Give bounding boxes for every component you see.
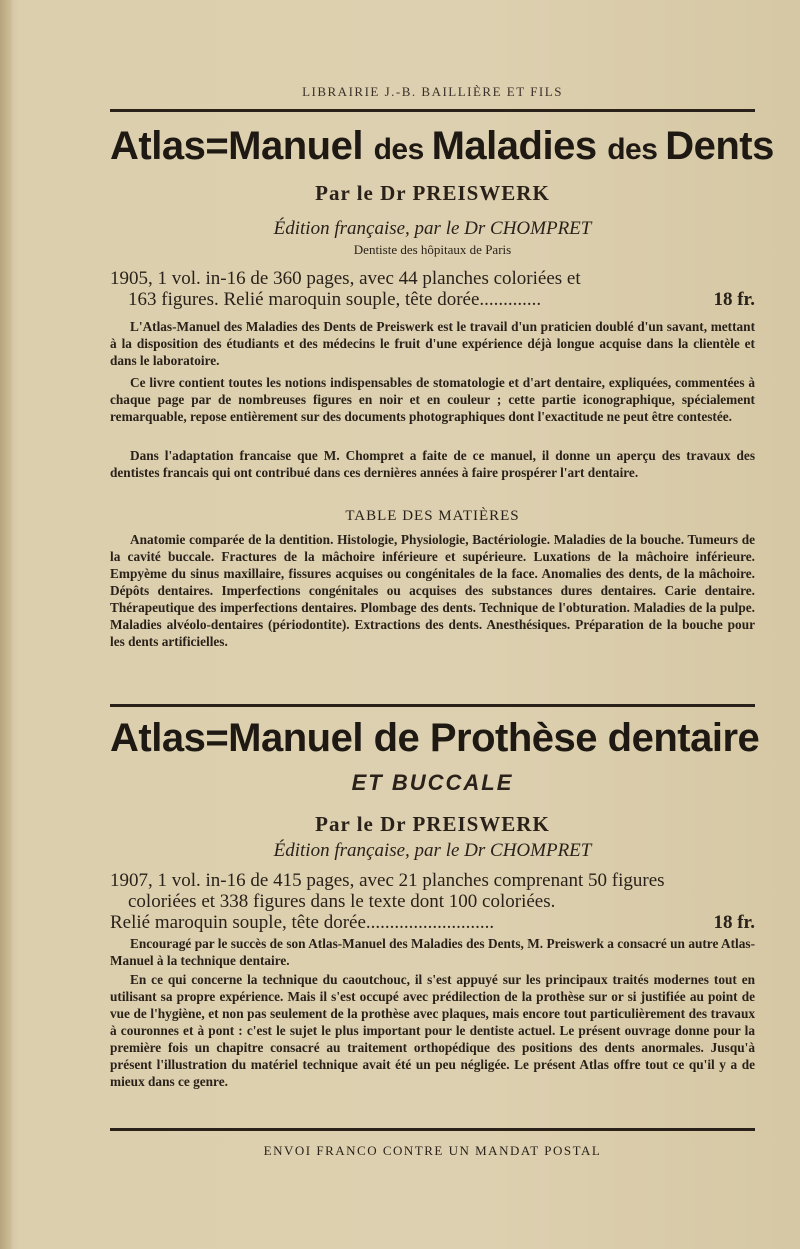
book1-toc-heading: TABLE DES MATIÈRES [345,508,520,524]
publisher-header: LIBRAIRIE J.-B. BAILLIÈRE ET FILS [302,84,563,99]
book1-title-part: Dents [665,124,774,168]
book2-paragraph: En ce qui concerne la technique du caoutchouc, il s'est appuyé sur les principaux traités modernes tout en utilisant sa propre expérience. Mais il s'est occupé avec prédilection de la prothèse sur or si justifiée au point de vue de l'hygiène, et non pas seulement de la prothèse avec plaques, mais encore tout particulièrement des travaux à couronnes et à pont : c'est le sujet le plus important pour le dentiste actuel. Le présent ouvrage donne pour la première fois un chapitre consacré au traitement orthopédique des positions des dents anormales. Jusqu'à présent l'illustration du matériel technique avait été un peu négligée. Le présent Atlas offre tout ce qu'il y a de mieux dans ce genre. [110,972,755,1089]
book1-edition: Édition française, par le Dr CHOMPRET [273,218,592,239]
book1-title-part: des [373,133,432,166]
book1-specs-line [110,289,755,310]
book1-paragraph: Dans l'adaptation francaise que M. Chompret a faite de ce manuel, il donne un aperçu des travaux des dentistes francais qui ont contribué dans ces dernières années à faire prospérer l'art dentaire. [110,448,755,480]
book1-specs-line2: 163 figures. Relié maroquin souple, tête dorée............. [128,289,542,310]
book2-specs-line: 1907, 1 vol. in-16 de 415 pages, avec 21 planches comprenant 50 figures [110,870,665,891]
book2-title-part: Atlas=Manuel [110,716,374,760]
footer-rule [110,1128,755,1131]
book1-price: 18 fr. [713,289,755,310]
book1-toc: Anatomie comparée de la dentition. Histologie, Physiologie, Bactériologie. Maladies de la bouche. Tumeurs de la cavité buccale. Fractures de la mâchoire inférieure et supérieure. Luxations de la mâchoire inférieure. Empyème du sinus maxillaire, fissures acquises ou congénitales de la face. Anomalies des dents, de la mâchoire. Dépôts dentaires. Imperfections congénitales ou acquises des substances dures dentaires. Carie dentaire. Thérapeutique des imperfections dentaires. Plombage des dents. Technique de l'obturation. Maladies de la pulpe. Maladies alvéolo-dentaires (périodontite). Extractions des dents. Anesthésiques. Préparation de la bouche pour les dents artificielles. [110,532,755,649]
book1-paragraph: Ce livre contient toutes les notions indispensables de stomatologie et d'art dentaire, expliquées, commentées à chaque page par de nombreuses figures en noir et en couleur ; cette partie iconographique, spécialement remarquable, repose entièrement sur des documents photographiques dont l'exactitude ne peut être contestée. [110,375,755,424]
book2-price: 18 fr. [713,912,755,933]
page-spine-shadow [0,0,12,1249]
book1-title [110,124,774,169]
book1-specs-line: 1905, 1 vol. in-16 de 360 pages, avec 44 planches coloriées et [110,268,581,289]
book2-specs-line3: Relié maroquin souple, tête dorée........................... [110,912,495,933]
book2-specs-line: coloriées et 338 figures dans le texte dont 100 coloriées. [128,891,556,912]
book2-specs [110,870,755,933]
book2-author: Par le Dr PREISWERK [315,812,550,836]
book1-affiliation: Dentiste des hôpitaux de Paris [353,242,512,257]
section-divider [110,704,755,707]
book1-paragraph: L'Atlas-Manuel des Maladies des Dents de Preiswerk est le travail d'un praticien doublé d'un savant, mettant à la disposition des étudiants et des médecins le fruit d'une expérience déjà longue acquise dans la clientèle et dans le laboratoire. [110,319,755,368]
book1-title-part: des [607,133,666,166]
book2-edition: Édition française, par le Dr CHOMPRET [273,840,592,861]
book1-title-part: Atlas=Manuel [110,124,374,168]
book2-title [110,716,760,761]
footer-note: ENVOI FRANCO CONTRE UN MANDAT POSTAL [263,1143,602,1158]
header-rule [110,109,755,112]
book1-specs [110,268,755,310]
book2-specs-line [110,912,755,933]
book2-paragraph: Encouragé par le succès de son Atlas-Manuel des Maladies des Dents, M. Preiswerk a consacré un autre Atlas-Manuel à la technique dentaire. [110,936,755,968]
book2-subtitle: ET BUCCALE [351,770,514,795]
book1-author: Par le Dr PREISWERK [315,181,550,205]
book2-title-part: de Prothèse dentaire [373,716,760,760]
book1-title-part: Maladies [431,124,608,168]
